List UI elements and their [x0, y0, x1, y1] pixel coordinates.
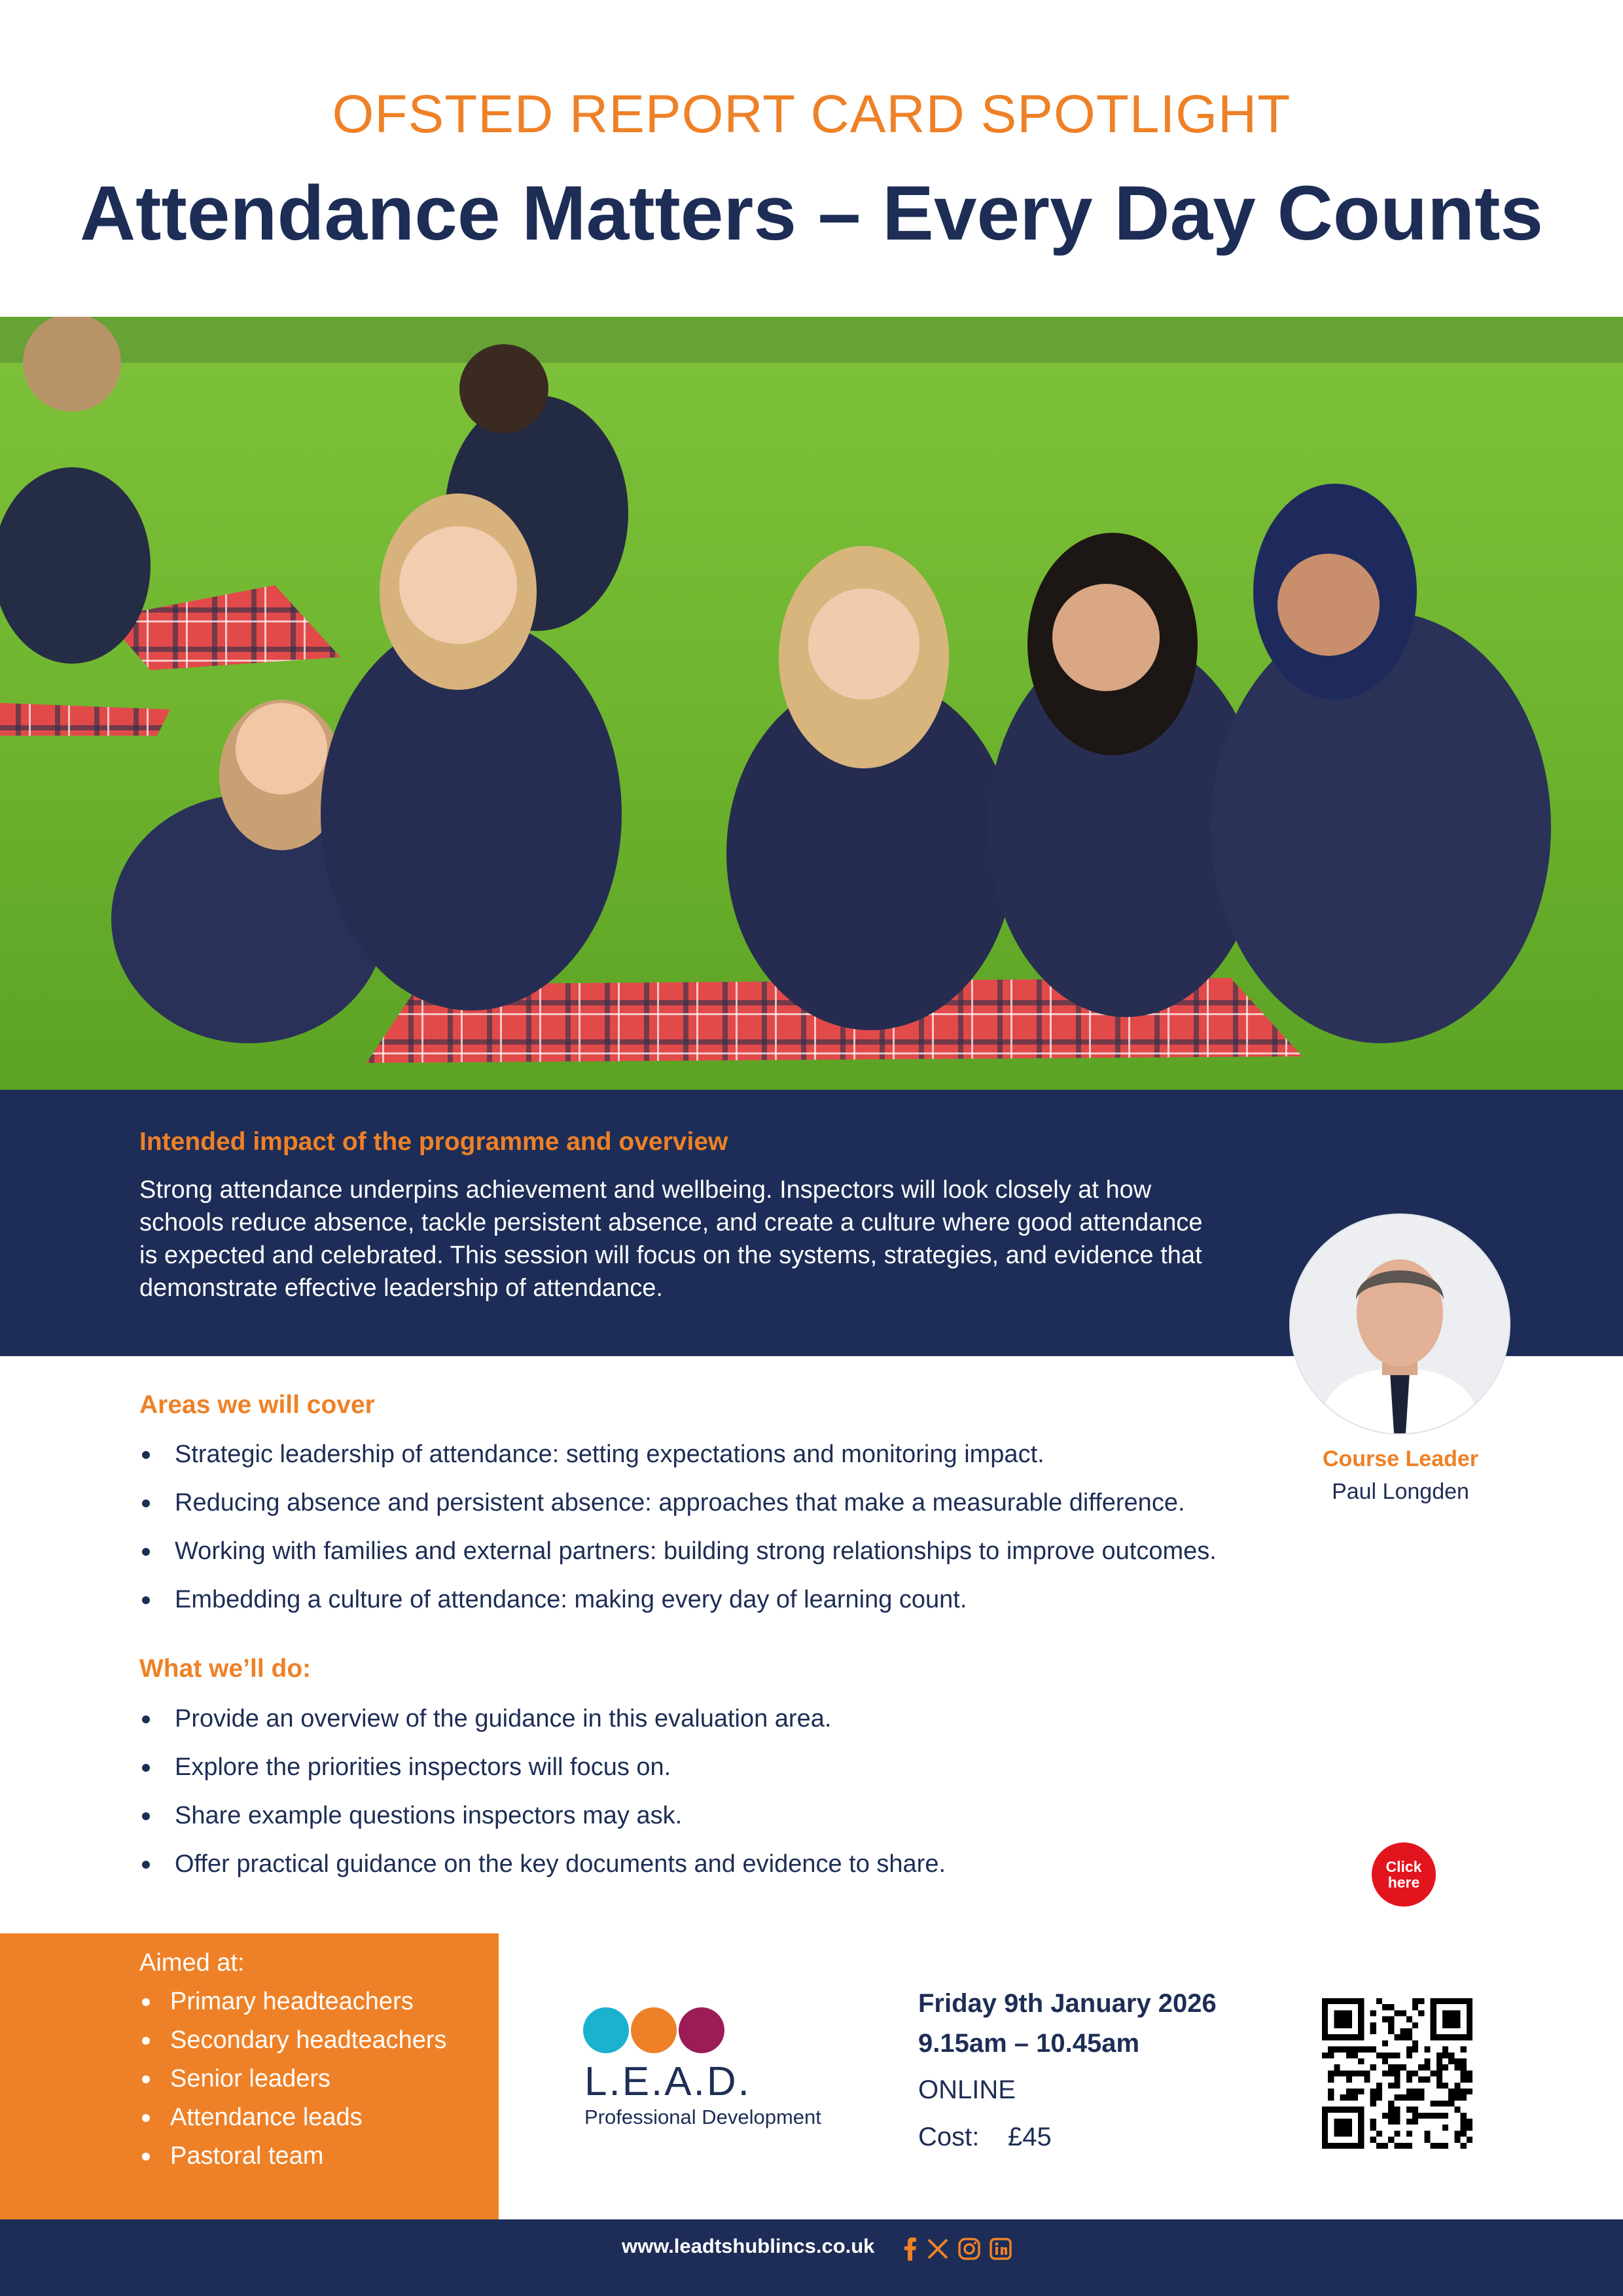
areas-heading: Areas we will cover — [139, 1391, 375, 1419]
areas-list — [139, 1438, 1317, 1632]
linkedin-icon[interactable] — [990, 2238, 1012, 2260]
event-date: Friday 9th January 2026 — [918, 1989, 1217, 2018]
list-item: Pastoral team — [139, 2140, 447, 2178]
event-mode: ONLINE — [918, 2075, 1016, 2104]
list-item: Primary headteachers — [139, 1985, 447, 2024]
course-leader-role: Course Leader — [1322, 1446, 1479, 1471]
audience-list — [139, 1985, 447, 2178]
list-item: Senior leaders — [139, 2062, 447, 2101]
list-item: Explore the priorities inspectors will focus on. — [139, 1751, 1252, 1799]
facebook-icon[interactable] — [903, 2237, 918, 2261]
hero-photo — [0, 317, 1623, 1090]
page-title: Attendance Matters – Every Day Counts — [79, 170, 1544, 257]
logo-dot-orange — [631, 2007, 677, 2053]
qr-code[interactable] — [1322, 1998, 1472, 2149]
click-here-button[interactable] — [1372, 1842, 1436, 1907]
social-links — [903, 2237, 1012, 2261]
list-item: Provide an overview of the guidance in this evaluation area. — [139, 1702, 1252, 1751]
event-cost-value: £45 — [1008, 2123, 1052, 2151]
list-item: Secondary headteachers — [139, 2024, 447, 2062]
logo-wordmark: L.E.A.D. — [584, 2059, 751, 2104]
event-time: 9.15am – 10.45am — [918, 2029, 1140, 2058]
x-icon[interactable] — [927, 2238, 949, 2260]
website-link[interactable]: www.leadtshublincs.co.uk — [622, 2234, 875, 2257]
list-item: Strategic leadership of attendance: setting expectations and monitoring impact. — [139, 1438, 1317, 1486]
event-cost-label: Cost: — [918, 2123, 980, 2151]
logo-dot-teal — [583, 2007, 629, 2053]
course-leader-photo — [1291, 1215, 1509, 1433]
overview-heading: Intended impact of the programme and overview — [139, 1128, 728, 1156]
click-here-line2: here — [1387, 1874, 1420, 1891]
list-item: Share example questions inspectors may ask. — [139, 1799, 1252, 1848]
instagram-icon[interactable] — [958, 2238, 980, 2260]
click-here-line1: Click — [1385, 1858, 1422, 1875]
list-item: Attendance leads — [139, 2101, 447, 2140]
kicker-heading: OFSTED REPORT CARD SPOTLIGHT — [332, 84, 1291, 144]
what-we-do-list — [139, 1702, 1252, 1896]
list-item: Working with families and external partners: building strong relationships to improve outcomes. — [139, 1535, 1317, 1583]
logo-subtitle: Professional Development — [584, 2106, 821, 2128]
overview-text: Strong attendance underpins achievement and wellbeing. Inspectors will look closely at how schools reduce absence, tackle persistent absence, and create a culture where good attendance is expected and celebrated. This session will focus on the systems, strategies, and evidence that demonstrate effective leadership of attendance. — [139, 1176, 1203, 1302]
what-we-do-heading: What we’ll do: — [139, 1655, 312, 1683]
list-item: Embedding a culture of attendance: making every day of learning count. — [139, 1583, 1317, 1632]
audience-label: Aimed at: — [139, 1949, 245, 1977]
logo-dot-plum — [679, 2007, 724, 2053]
list-item: Offer practical guidance on the key documents and evidence to share. — [139, 1848, 1252, 1896]
course-leader-name: Paul Longden — [1332, 1479, 1469, 1504]
list-item: Reducing absence and persistent absence: approaches that make a measurable difference. — [139, 1486, 1317, 1535]
